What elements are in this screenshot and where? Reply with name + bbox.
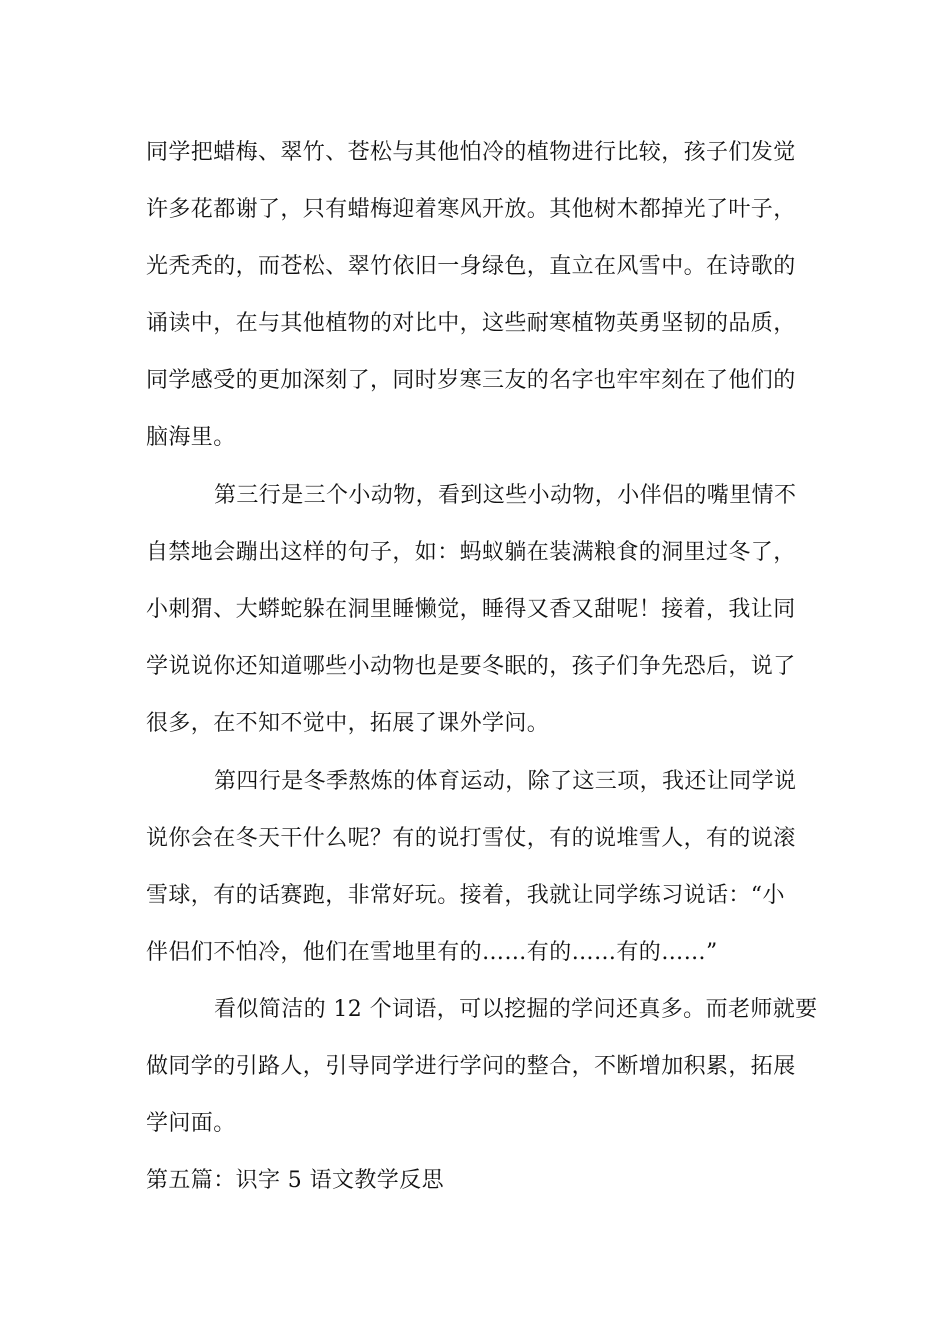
paragraph-line: 小刺猬、大蟒蛇躲在洞里睡懒觉，睡得又香又甜呢！接着，我让同 — [146, 597, 796, 622]
paragraph-line: 很多，在不知不觉中，拓展了课外学问。 — [146, 711, 550, 736]
paragraph-line: 第三行是三个小动物，看到这些小动物，小伴侣的嘴里情不 — [214, 483, 797, 508]
paragraph-line: 脑海里。 — [146, 425, 236, 450]
paragraph-line: 许多花都谢了，只有蜡梅迎着寒风开放。其他树木都掉光了叶子， — [146, 197, 796, 222]
paragraph-line: 诵读中，在与其他植物的对比中，这些耐寒植物英勇坚韧的品质， — [146, 311, 796, 336]
paragraph-line: 雪球，有的话赛跑，非常好玩。接着，我就让同学练习说话：“小 — [146, 883, 785, 908]
paragraph-line: 同学把蜡梅、翠竹、苍松与其他怕冷的植物进行比较，孩子们发觉 — [146, 140, 796, 165]
paragraph-line: 说你会在冬天干什么呢？有的说打雪仗，有的说堆雪人，有的说滚 — [146, 826, 796, 851]
paragraph-line: 光秃秃的，而苍松、翠竹依旧一身绿色，直立在风雪中。在诗歌的 — [146, 254, 796, 279]
paragraph-line: 同学感受的更加深刻了，同时岁寒三友的名字也牢牢刻在了他们的 — [146, 368, 796, 393]
paragraph-line: 伴侣们不怕冷，他们在雪地里有的……有的……有的……” — [146, 940, 718, 965]
section-heading: 第五篇：识字 5 语文教学反思 — [146, 1168, 444, 1193]
paragraph-line: 做同学的引路人，引导同学进行学问的整合，不断增加积累，拓展 — [146, 1054, 796, 1079]
paragraph-line: 学说说你还知道哪些小动物也是要冬眠的，孩子们争先恐后，说了 — [146, 654, 796, 679]
paragraph-line: 第四行是冬季熬炼的体育运动，除了这三项，我还让同学说 — [214, 769, 797, 794]
paragraph-line: 学问面。 — [146, 1111, 236, 1136]
paragraph-line: 自禁地会蹦出这样的句子，如：蚂蚁躺在装满粮食的洞里过冬了， — [146, 540, 796, 565]
paragraph-line: 看似简洁的 12 个词语，可以挖掘的学问还真多。而老师就要 — [214, 997, 818, 1022]
